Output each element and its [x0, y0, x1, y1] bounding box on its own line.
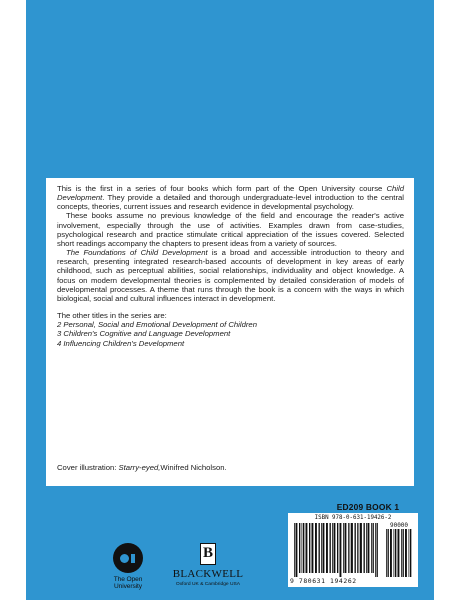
blurb-paragraph-1: This is the first in a series of four books which form part of the Open University course Child Development. They provide a detailed and thorough undergraduate-level introduction to the central concepts, theories, current issues and research evidence in developmental psychology. — [57, 184, 404, 212]
barcode-bar — [312, 523, 314, 573]
barcode-bar — [405, 529, 407, 577]
cover-illustration-credit: Cover illustration: Starry-eyed,Winifred Nicholson. — [57, 463, 227, 472]
series-title: 3 Children's Cognitive and Language Development — [57, 329, 231, 339]
barcode-bar — [345, 523, 347, 573]
barcode-bar — [323, 523, 325, 573]
barcode-bar — [359, 523, 360, 573]
barcode-bar — [299, 523, 300, 573]
barcode-bar — [321, 523, 322, 573]
barcode-bar — [332, 523, 333, 573]
barcode-bar — [306, 523, 308, 573]
series-title: 2 Personal, Social and Emotional Development of Children — [57, 320, 257, 330]
barcode-bar — [319, 523, 320, 573]
barcode-addon-bars — [386, 529, 412, 577]
blackwell-logo — [168, 541, 248, 597]
barcode-bars — [294, 523, 384, 577]
barcode-bar — [343, 523, 344, 573]
barcode-bar — [337, 523, 338, 573]
barcode-bar — [294, 523, 295, 577]
barcode-bar — [315, 523, 317, 573]
barcode-bar — [375, 523, 376, 577]
barcode-bar — [373, 523, 374, 573]
barcode-bar — [371, 523, 372, 573]
barcode-bar — [403, 529, 404, 577]
blackwell-name: BLACKWELL — [172, 568, 244, 580]
barcode-bar — [368, 523, 370, 573]
barcode-bar — [377, 523, 378, 577]
barcode-bar — [340, 523, 342, 577]
blurb-paragraph-3: The Foundations of Child Development is a broad and accessible introduction to theory and research, presenting integrated research-based accounts of development in key areas of early childhood, such as perceptual abilities, social relationships, individuality and object knowledge. A focus on modern developmental theories is complemented by detailed consideration of models of developmental processes. A theme that runs through the book is a concern with the ways in which biological, social and cultural influences interact in development. — [57, 248, 405, 303]
series-title: 4 Influencing Children's Development — [57, 338, 185, 348]
barcode — [288, 513, 418, 587]
barcode-bar — [334, 523, 336, 573]
blackwell-locations: Oxford UK & Cambridge USA — [175, 582, 241, 587]
blurb-text — [57, 184, 404, 348]
barcode-bar — [357, 523, 358, 573]
book-code: ED209 BOOK 1 — [336, 502, 400, 512]
barcode-bar — [303, 523, 304, 573]
open-university-logo — [98, 541, 158, 597]
barcode-bar — [351, 523, 353, 573]
isbn-number: ISBN 978-0-631-19426-2 — [314, 515, 392, 521]
barcode-bar — [409, 529, 410, 577]
open-university-name-line: The Open — [113, 576, 143, 583]
barcode-bar — [386, 529, 387, 577]
barcode-bar — [364, 523, 365, 573]
barcode-bar — [326, 523, 328, 573]
barcode-digits: 9 780631 194262 — [290, 577, 357, 585]
barcode-bar — [309, 523, 310, 573]
open-university-name-line: University — [114, 583, 142, 591]
barcode-bar — [390, 529, 392, 577]
series-intro: The other titles in the series are: — [57, 311, 167, 321]
barcode-bar — [350, 523, 351, 573]
barcode-bar — [296, 523, 298, 577]
barcode-bar — [398, 529, 400, 577]
open-university-shield-icon — [113, 543, 143, 573]
blackwell-b-icon: B — [200, 543, 216, 565]
barcode-bar — [366, 523, 367, 573]
barcode-bar — [348, 523, 349, 573]
barcode-bar — [360, 523, 362, 573]
barcode-bar — [388, 529, 389, 577]
barcode-bar — [302, 523, 303, 573]
barcode-bar — [330, 523, 331, 573]
barcode-bar — [394, 529, 395, 577]
barcode-bar — [355, 523, 356, 573]
barcode-bar — [395, 529, 396, 577]
blurb-paragraph-2: These books assume no previous knowledge of the field and encourage the reader's active involvement, especially through the use of activities. Examples drawn from case-studies, psychological research and practice stimulate critical appreciation of the issues covered. Selected short readings accompany the chapters to present ideas from a variety of sources. — [57, 211, 404, 248]
barcode-bar — [410, 529, 411, 577]
barcode-addon-number: 90000 — [389, 522, 409, 529]
barcode-bar — [401, 529, 402, 577]
